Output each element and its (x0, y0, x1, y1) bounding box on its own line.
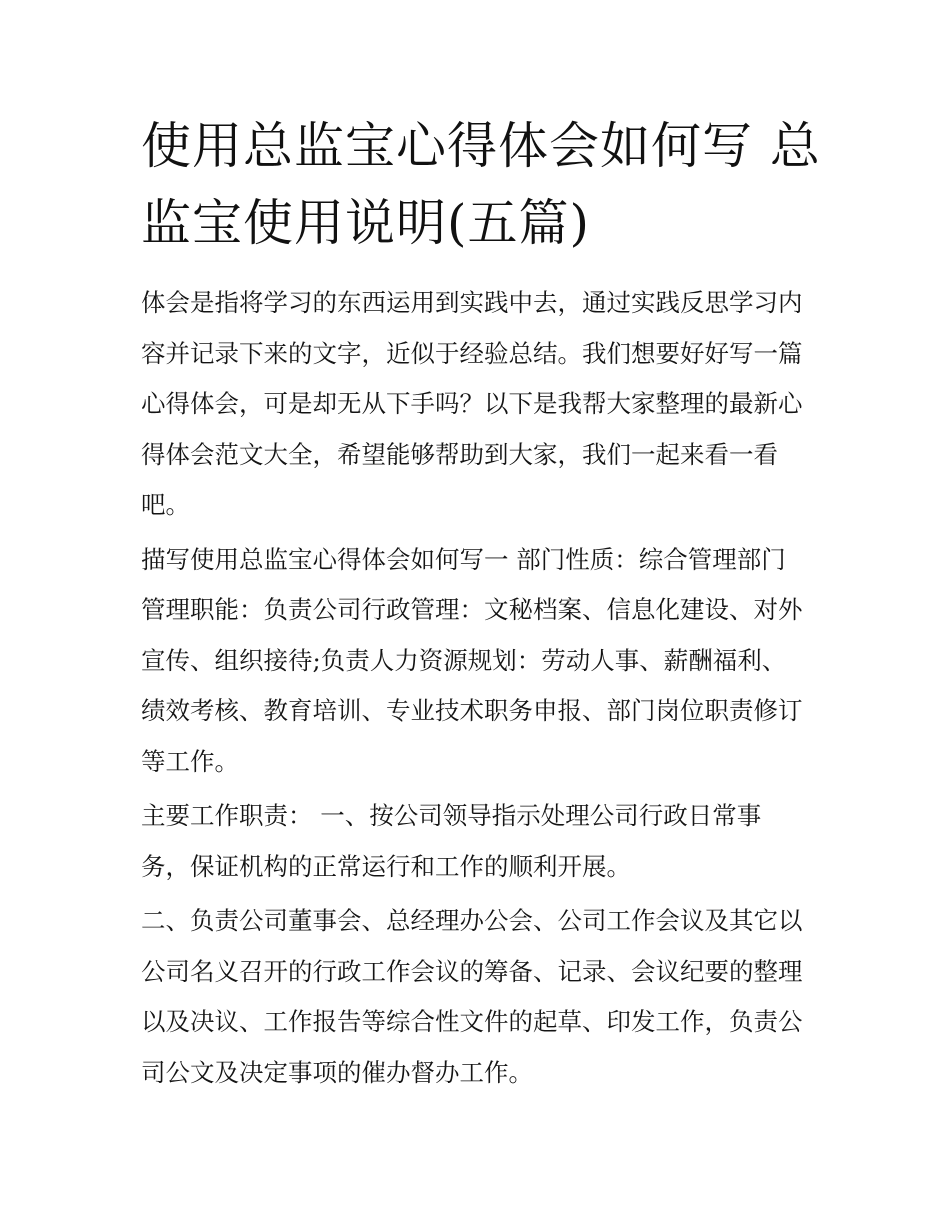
title-line: 监宝使用说明(五篇) (141, 194, 591, 252)
title-line: 使用总监宝心得体会如何写 总 (141, 117, 821, 175)
text-line: 绩效考核、教育培训、专业技术职务申报、部门岗位职责修订 (141, 696, 803, 725)
text-line: 公司名义召开的行政工作会议的筹备、记录、会议纪要的整理 (141, 956, 803, 986)
paragraph-duties (141, 791, 821, 892)
text-line: 得体会范文大全，希望能够帮助到大家，我们一起来看一看 (141, 439, 778, 469)
text-line: 吧。 (141, 490, 190, 519)
text-line: 心得体会，可是却无从下手吗？以下是我帮大家整理的最新心 (141, 389, 803, 418)
text-line: 以及决议、工作报告等综合性文件的起草、印发工作，负责公 (141, 1007, 803, 1036)
text-line: 二、负责公司董事会、总经理办公会、公司工作会议及其它以 (141, 906, 803, 935)
text-line: 容并记录下来的文字，近似于经验总结。我们想要好好写一篇 (141, 338, 803, 368)
paragraph-duty-two (141, 896, 821, 1098)
text-line: 管理职能：负责公司行政管理：文秘档案、信息化建设、对外 (141, 595, 803, 624)
text-line: 体会是指将学习的东西运用到实践中去，通过实践反思学习内 (141, 288, 803, 317)
text-line: 宣传、组织接待;负责人力资源规划：劳动人事、薪酬福利、 (141, 645, 787, 675)
document-body (141, 278, 821, 1102)
text-line: 司公文及决定事项的催办督办工作。 (141, 1057, 533, 1087)
paragraph-department (141, 535, 821, 788)
text-line: 描写使用总监宝心得体会如何写一 部门性质：综合管理部门 (141, 544, 786, 574)
paragraph-intro (141, 278, 821, 531)
document-title (141, 108, 821, 262)
text-line: 主要工作职责： 一、按公司领导指示处理公司行政日常事 (141, 801, 762, 830)
text-line: 务，保证机构的正常运行和工作的顺利开展。 (141, 851, 631, 881)
text-line: 等工作。 (141, 746, 239, 776)
